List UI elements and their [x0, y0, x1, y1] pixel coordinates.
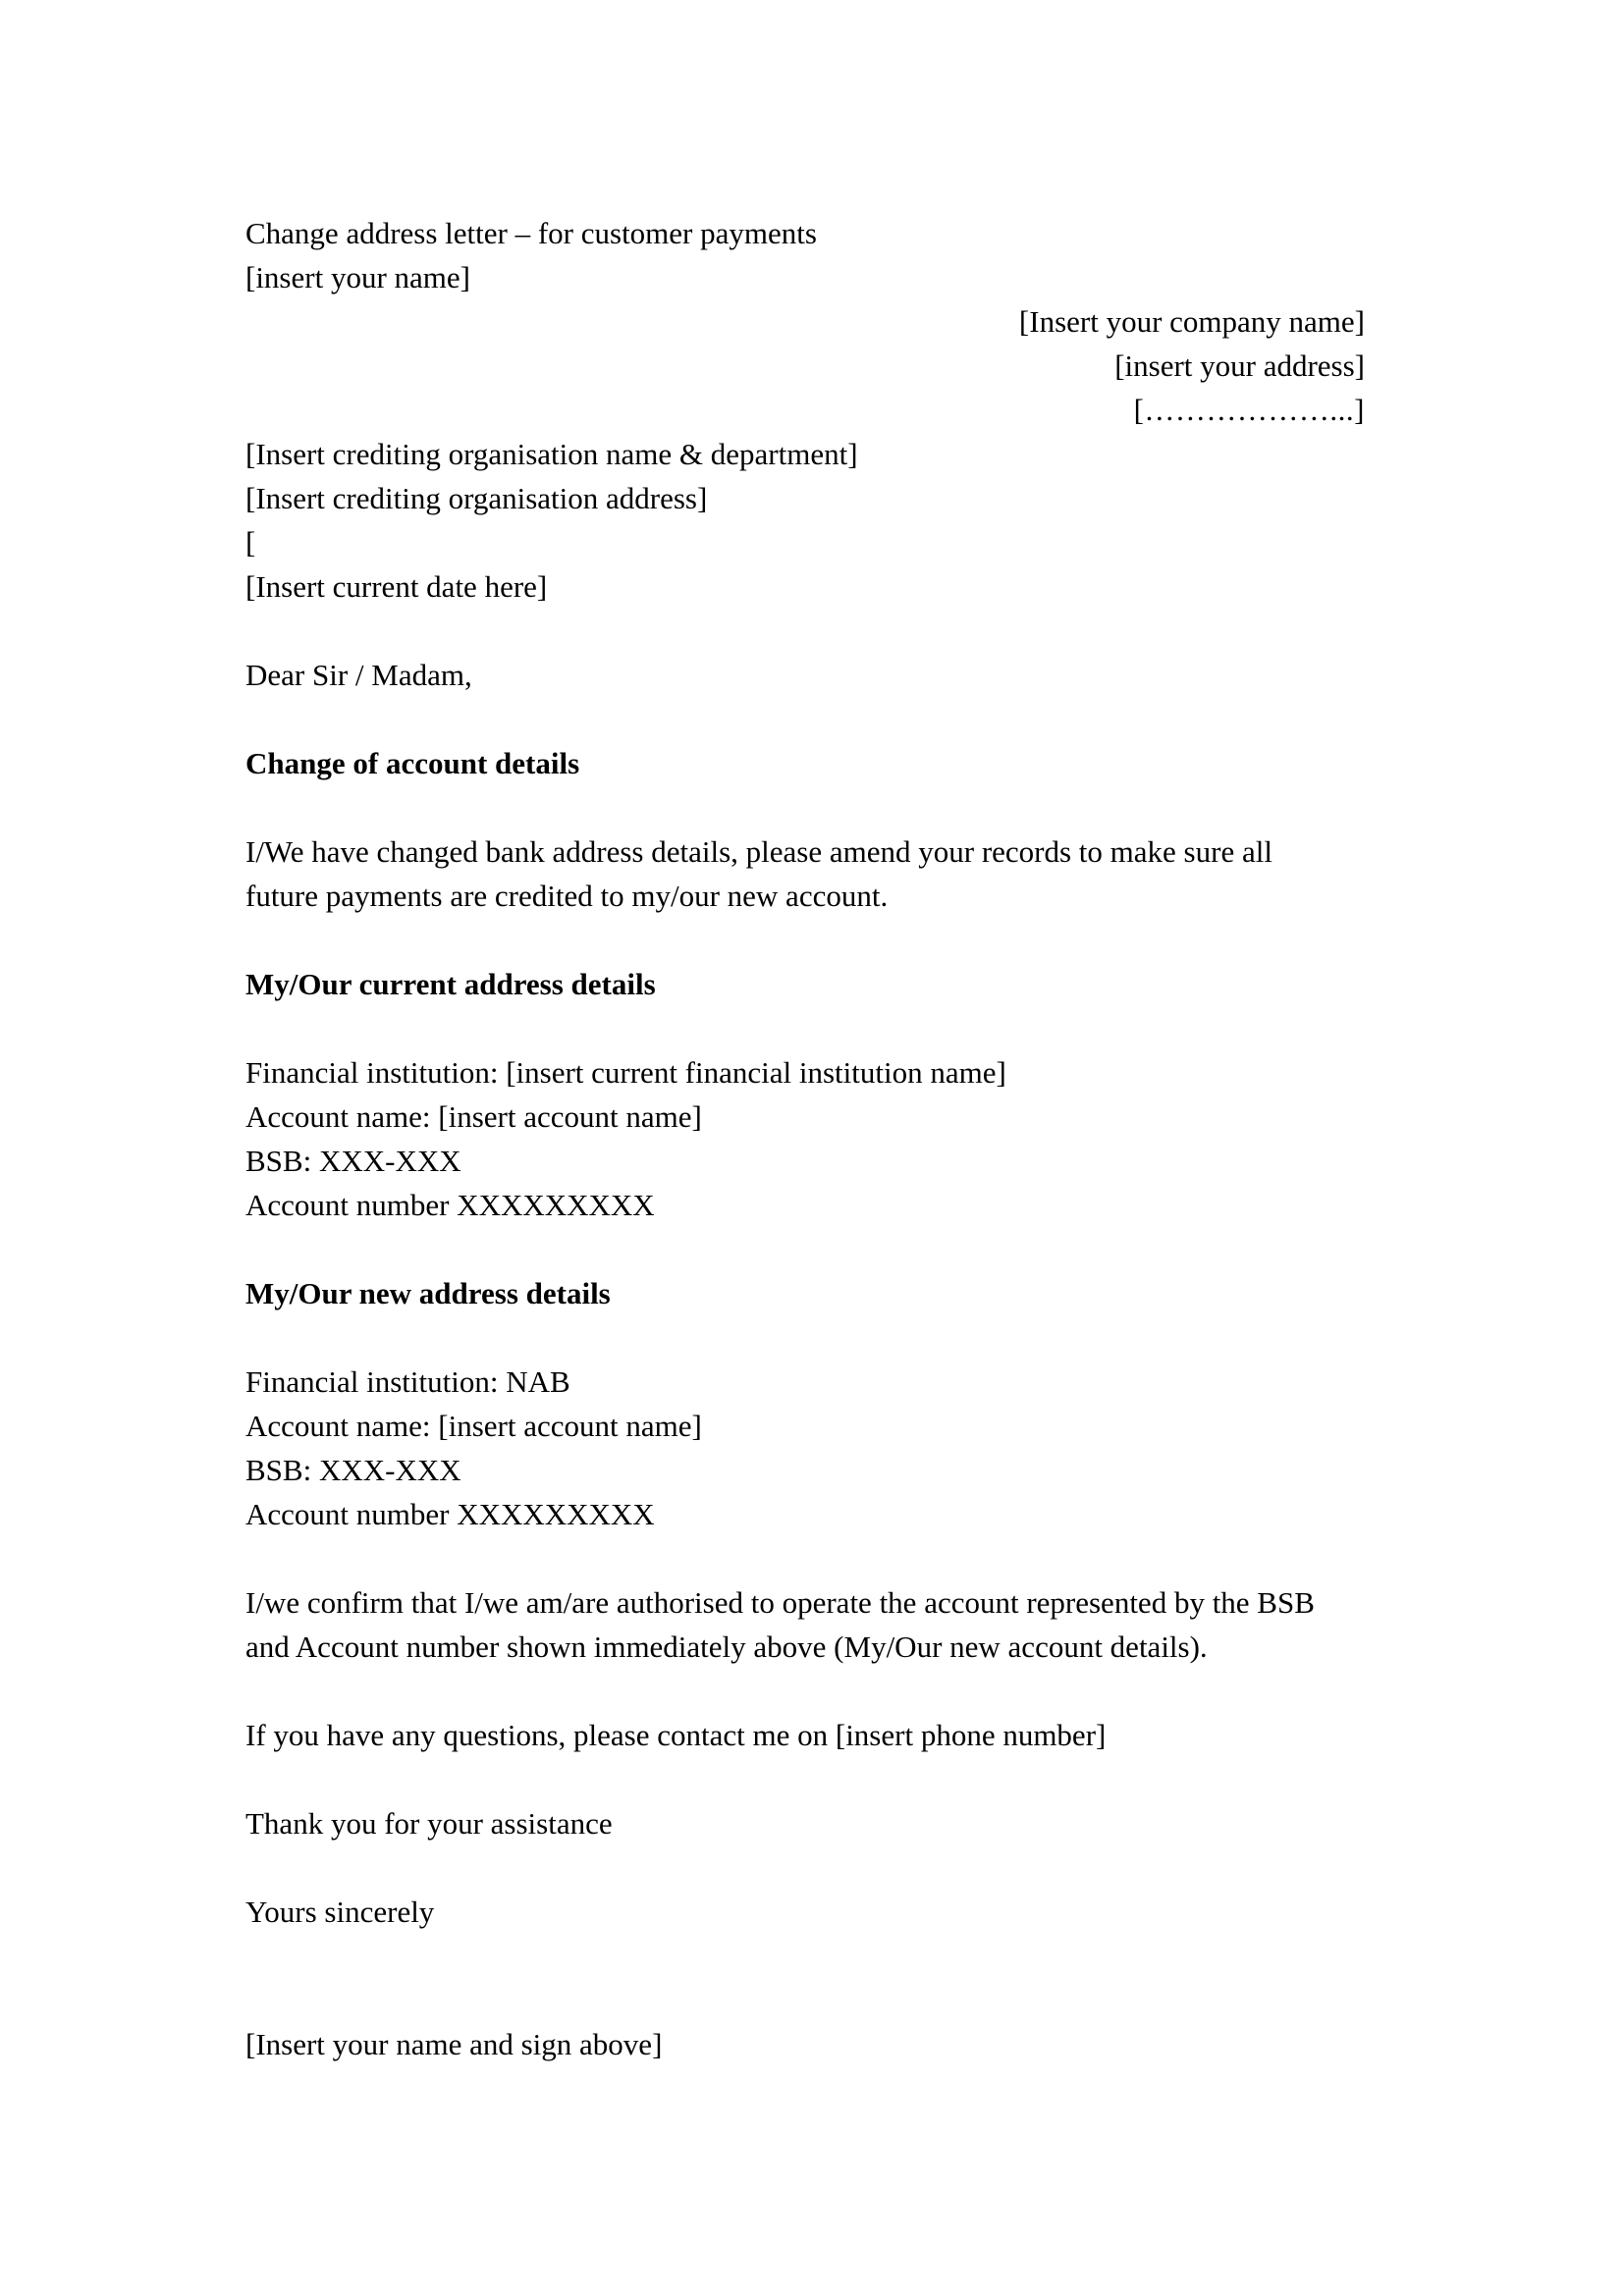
- spacer-signature-1: [245, 1934, 1365, 1978]
- recipient-org-line: [Insert crediting organisation name & department]: [245, 437, 858, 471]
- spacer-before-confirmation: [245, 1536, 1365, 1580]
- thanks-line: Thank you for your assistance: [245, 1806, 613, 1841]
- spacer-before-new-lines: [245, 1315, 1365, 1360]
- spacer-signature-2: [245, 1978, 1365, 2022]
- current-account-name-line: Account name: [insert account name]: [245, 1099, 702, 1134]
- new-details-heading: My/Our new address details: [245, 1276, 611, 1310]
- spacer-before-intro: [245, 785, 1365, 829]
- new-bsb-line: BSB: XXX-XXX: [245, 1453, 461, 1487]
- date-placeholder-line: [Insert current date here]: [245, 569, 548, 604]
- spacer-before-new-heading: [245, 1227, 1365, 1271]
- spacer-before-signoff: [245, 1845, 1365, 1890]
- subject-heading: Change of account details: [245, 746, 580, 780]
- signature-placeholder: [Insert your name and sign above]: [245, 2027, 663, 2061]
- salutation: Dear Sir / Madam,: [245, 658, 472, 692]
- current-account-number-line: Account number XXXXXXXXX: [245, 1188, 655, 1222]
- intro-paragraph: I/We have changed bank address details, please amend your records to make sure all future payments are credited to my/our new account.: [245, 834, 1280, 913]
- current-financial-institution-line: Financial institution: [insert current financial institution name]: [245, 1055, 1006, 1090]
- contact-paragraph: If you have any questions, please contact me on [insert phone number]: [245, 1718, 1107, 1752]
- spacer-before-thanks: [245, 1757, 1365, 1801]
- recipient-open-bracket-line: [: [245, 525, 256, 560]
- current-bsb-line: BSB: XXX-XXX: [245, 1144, 461, 1178]
- spacer-before-current-lines: [245, 1006, 1365, 1050]
- new-account-number-line: Account number XXXXXXXXX: [245, 1497, 655, 1531]
- signoff-line: Yours sincerely: [245, 1895, 435, 1929]
- spacer-before-subject: [245, 697, 1365, 741]
- letter-title: Change address letter – for customer payments: [245, 216, 817, 250]
- spacer-before-contact: [245, 1669, 1365, 1713]
- new-account-name-line: Account name: [insert account name]: [245, 1409, 702, 1443]
- sender-address-line: [insert your address]: [1114, 348, 1365, 383]
- letter-body: [245, 211, 1365, 2066]
- sender-name-placeholder: [insert your name]: [245, 260, 470, 294]
- spacer-before-current-heading: [245, 918, 1365, 962]
- sender-extra-line: [………………...]: [1133, 393, 1365, 427]
- current-details-heading: My/Our current address details: [245, 967, 656, 1001]
- new-details-list: [245, 1360, 1365, 1536]
- sender-address-block: [245, 299, 1365, 432]
- new-financial-institution-line: Financial institution: NAB: [245, 1364, 570, 1399]
- current-details-list: [245, 1050, 1365, 1227]
- recipient-address-line: [Insert crediting organisation address]: [245, 481, 708, 515]
- confirmation-paragraph: I/we confirm that I/we am/are authorised to operate the account represented by the BSB and Account number shown immediately above (My/Our new account details).: [245, 1585, 1323, 1664]
- spacer-before-salutation: [245, 609, 1365, 653]
- sender-company-line: [Insert your company name]: [1018, 304, 1365, 339]
- recipient-address-block: [245, 432, 1365, 609]
